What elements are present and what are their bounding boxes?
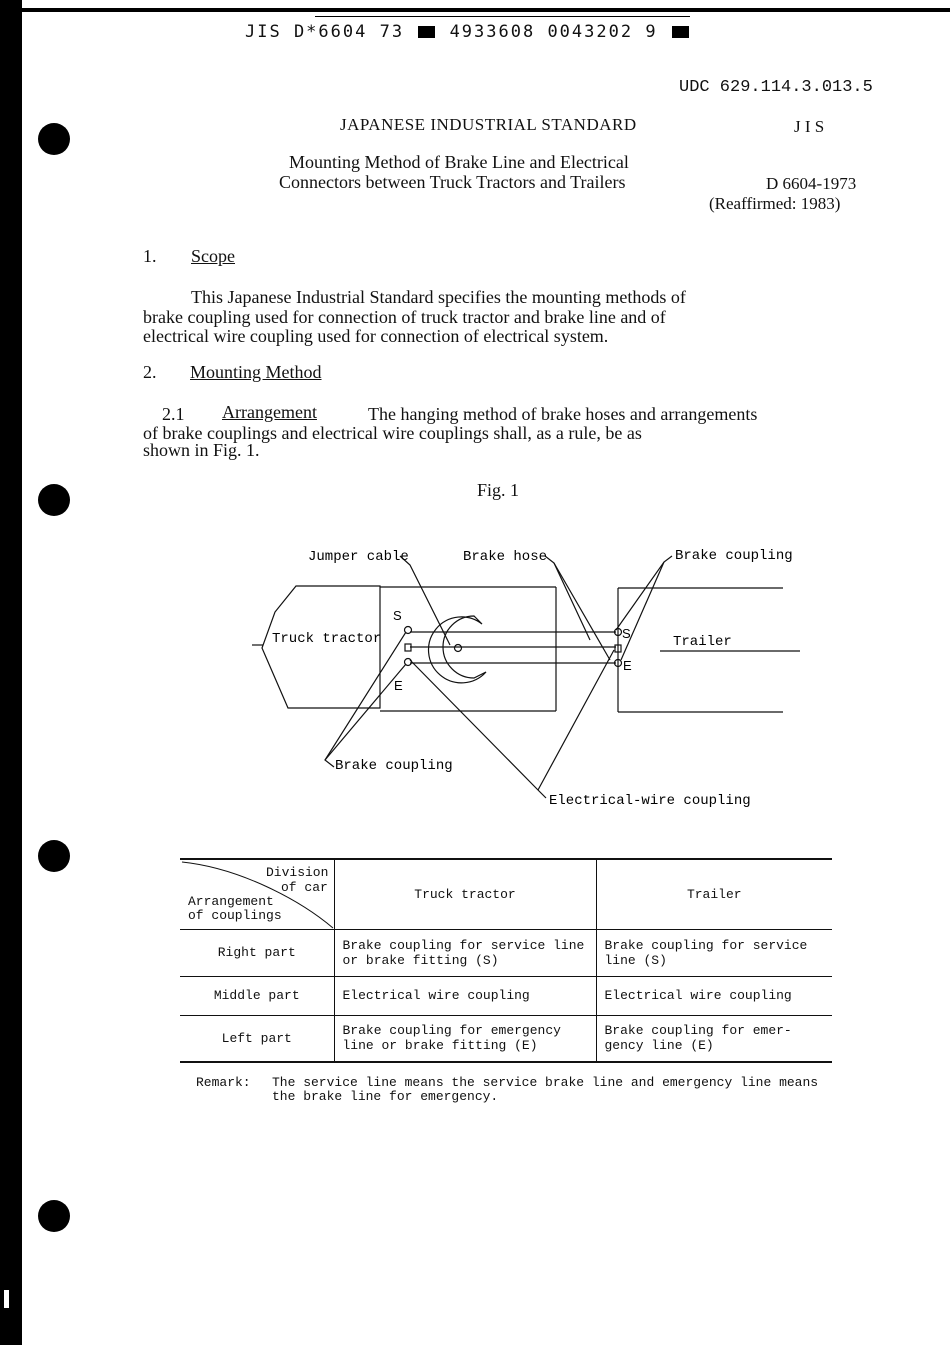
leader-brake-coupling-bottom-1 xyxy=(325,632,406,767)
header-arrangement: Arrangement xyxy=(188,894,274,909)
arrangement-table xyxy=(180,858,832,1063)
title-line-1: Mounting Method of Brake Line and Electrical xyxy=(289,152,629,172)
row-part: Right part xyxy=(180,929,334,976)
section-2-heading: Mounting Method xyxy=(190,362,322,382)
section-1-line-1: This Japanese Industrial Standard specifies the mounting methods of xyxy=(191,287,686,307)
table-header-row xyxy=(180,859,832,929)
leader-brake-coupling-top-2 xyxy=(621,562,664,660)
section-2-line-3: shown in Fig. 1. xyxy=(143,440,260,460)
remark-label: Remark: xyxy=(196,1075,251,1090)
row-trailer-cell xyxy=(596,929,832,976)
label-trailer: Trailer xyxy=(673,634,732,650)
section-1-line-2: brake coupling used for connection of truck tractor and brake line and of xyxy=(143,307,666,327)
label-jumper-cable: Jumper cable xyxy=(308,549,409,565)
table-row xyxy=(180,1015,832,1062)
standard-name: JAPANESE INDUSTRIAL STANDARD xyxy=(340,115,637,134)
udc-number: UDC 629.114.3.013.5 xyxy=(679,78,873,97)
table-row xyxy=(180,976,832,1015)
table-corner-header xyxy=(180,859,334,929)
cell-line: Brake coupling for emer- xyxy=(604,1023,792,1039)
col-header-truck-tractor: Truck tractor xyxy=(334,859,596,929)
label-brake-coupling-top: Brake coupling xyxy=(675,548,793,564)
label-electrical-wire-coupling: Electrical-wire coupling xyxy=(549,793,751,809)
cell-line: Brake coupling for service line xyxy=(342,937,585,953)
truck-tractor-outline xyxy=(262,586,380,708)
header-of-car: of car xyxy=(281,880,328,895)
leader-electrical-1 xyxy=(410,660,546,798)
section-2-line-1: The hanging method of brake hoses and arrangements xyxy=(368,404,758,424)
cell-line: line (S) xyxy=(604,952,667,968)
label-brake-coupling-bottom: Brake coupling xyxy=(335,758,453,774)
col-header-trailer: Trailer xyxy=(596,859,832,929)
leader-electrical-2 xyxy=(538,650,614,790)
row-tractor-cell xyxy=(334,929,596,976)
code-right: 4933608 0043202 9 xyxy=(449,22,658,42)
cell-line: Electrical wire coupling xyxy=(604,988,792,1003)
figure-caption: Fig. 1 xyxy=(477,480,520,500)
leader-brake-hose-1 xyxy=(545,556,590,640)
subsection-2-1-heading: Arrangement xyxy=(222,402,317,422)
header-of-couplings: of couplings xyxy=(188,908,282,923)
cell-line: or brake fitting (S) xyxy=(342,952,499,968)
row-tractor-cell xyxy=(334,976,596,1015)
cell-line: gency line (E) xyxy=(604,1038,714,1054)
label-s-right: S xyxy=(622,626,631,641)
cell-line: Brake coupling for emergency xyxy=(342,1023,561,1039)
remark xyxy=(196,1076,251,1090)
punch-hole xyxy=(38,840,70,872)
table-row xyxy=(180,929,832,976)
jumper-cable-hub xyxy=(455,645,462,652)
label-s-left: S xyxy=(393,608,402,623)
label-truck-tractor: Truck tractor xyxy=(272,631,382,647)
jumper-cable-coil xyxy=(429,616,486,683)
label-brake-hose: Brake hose xyxy=(463,549,548,565)
row-part: Middle part xyxy=(180,976,334,1015)
remark-text-line-1: The service line means the service brake line and emergency line means xyxy=(272,1075,819,1090)
section-1-line-3: electrical wire coupling used for connection of electrical system. xyxy=(143,326,609,346)
section-2-number: 2. xyxy=(143,362,157,382)
subsection-2-1-number: 2.1 xyxy=(162,404,185,424)
section-1-number: 1. xyxy=(143,246,157,266)
row-trailer-cell xyxy=(596,976,832,1015)
header-division: Division xyxy=(266,865,329,880)
cell-line: Brake coupling for service xyxy=(604,937,808,953)
jis-mark: J I S xyxy=(794,117,825,136)
leader-brake-coupling-top-1 xyxy=(616,556,672,630)
standard-number: D 6604-1973 xyxy=(766,174,857,193)
label-e-right: E xyxy=(623,658,632,673)
code-left: JIS D*6604 73 xyxy=(245,22,405,42)
scan-mark xyxy=(4,1290,9,1308)
cell-line: line or brake fitting (E) xyxy=(342,1038,538,1054)
remark-text-line-2: the brake line for emergency. xyxy=(272,1089,499,1104)
cell-line: Electrical wire coupling xyxy=(342,988,530,1003)
row-tractor-cell xyxy=(334,1015,596,1062)
leader-brake-hose-2 xyxy=(554,563,610,660)
label-e-left: E xyxy=(394,678,403,693)
punch-hole xyxy=(38,1200,70,1232)
row-part: Left part xyxy=(180,1015,334,1062)
section-1-heading: Scope xyxy=(191,246,235,266)
title-line-2: Connectors between Truck Tractors and Trailers xyxy=(279,172,626,192)
row-trailer-cell xyxy=(596,1015,832,1062)
section-2-line-2: of brake couplings and electrical wire couplings shall, as a rule, be as xyxy=(143,423,642,443)
reaffirmed-note: (Reaffirmed: 1983) xyxy=(709,194,841,213)
